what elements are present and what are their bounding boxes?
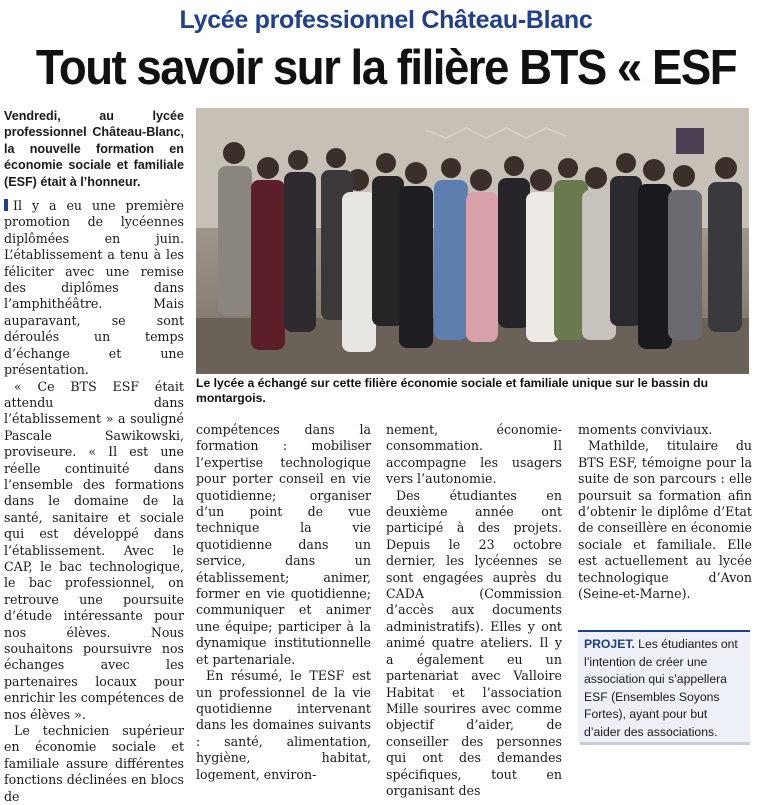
article-paragraph: « Ce BTS ESF était attendu dans l’établissement » a souligné Pascale Sawikowski, proviseure. « Il est une réelle continuité dans l’ensemble des formations dans le domaine de la santé, sanitaire et sociale qui est développé dans l’établissement. Avec le CAP, le bac technologique, le bac professionnel, on retrouve une poursuite d’étude intéressante pour nos élèves. Nous souhaitons poursuivre nos échanges avec les partenaires locaux pour enrichir les compétences de nos élèves ». (4, 378, 184, 722)
article-paragraph: En résumé, le TESF est un professionnel de la vie quotidienne intervenant dans les domaines suivants : santé, alimentation, hygiène, habitat, logement, environ- (196, 668, 371, 782)
projet-text: Les étudiantes ont l’intention de créer une association qui s’appellera ESF (Ensembles Soyons Fortes), ayant pour but d’aider des associations. (584, 637, 738, 739)
article-lede: Vendredi, au lycée professionnel Château-Blanc, la nouvelle formation en économie sociale et familiale (ESF) était à l’honneur. (4, 109, 184, 189)
article-column-2 (196, 422, 371, 782)
photo-caption: Le lycée a échangé sur cette filière économie sociale et familiale unique sur le bassin du montargois. (196, 376, 709, 406)
paragraph-marker-icon (4, 199, 8, 211)
article-column-4 (578, 422, 752, 627)
projet-box-shadow (580, 742, 750, 745)
projet-box (578, 630, 750, 742)
article-paragraph: Mathilde, titulaire du BTS ESF, témoigne pour la suite de son parcours : elle poursuit sa formation afin d’obtenir le diplôme d’Etat de conseillère en économie sociale et familiale. Elle est actuellement au lycée technologique d’Avon (Seine-et-Marne). (578, 438, 752, 602)
group-photo-illustration (196, 108, 749, 374)
article-paragraph: Le technicien supérieur en économie sociale et familiale assure différentes fonctions déclinées en blocs de (4, 723, 184, 804)
group-photo (196, 108, 749, 374)
article-kicker: Lycée professionnel Château-Blanc (179, 6, 593, 34)
article-column-3 (386, 422, 562, 798)
article-paragraph: nement, économie-consommation. Il accompagne les usagers vers l’autonomie. (386, 422, 562, 487)
paragraph-text: Il y a eu une première promotion de lycéennes diplômées en juin. L’établissement a tenu à les féliciter avec une remise des diplômes dans l’amphithéâtre. Mais auparavant, se sont déroulés un temps d’échange et une présentation. (4, 198, 184, 378)
projet-label: PROJET. (584, 637, 635, 651)
article-paragraph (4, 198, 184, 378)
article-headline: Tout savoir sur la filière BTS « ESF (35, 41, 737, 95)
article-paragraph: Des étudiantes en deuxième année ont participé à des projets. Depuis le 23 octobre dernier, les lycéennes se sont engagées auprès du CADA (Commission d’accès aux documents administratifs). Elles y ont animé quatre ateliers. Il y a également eu un partenariat avec Valloire Habitat et l’association Mille sourires avec comme objectif d’aider, de conseiller des personnes qui ont des demandes spécifiques, tout en organisant des (386, 487, 562, 798)
article-column-1 (4, 108, 184, 804)
article-paragraph: compétences dans la formation : mobiliser l’expertise technologique pour porter conseil en vie quotidienne; organiser d’un point de vue technique la vie quotidienne dans un service, dans un établissement; animer, former en vie quotidienne; communiquer et animer une équipe; participer à la dynamique institutionnelle et partenariale. (196, 422, 371, 667)
article-paragraph: moments conviviaux. (578, 422, 713, 437)
